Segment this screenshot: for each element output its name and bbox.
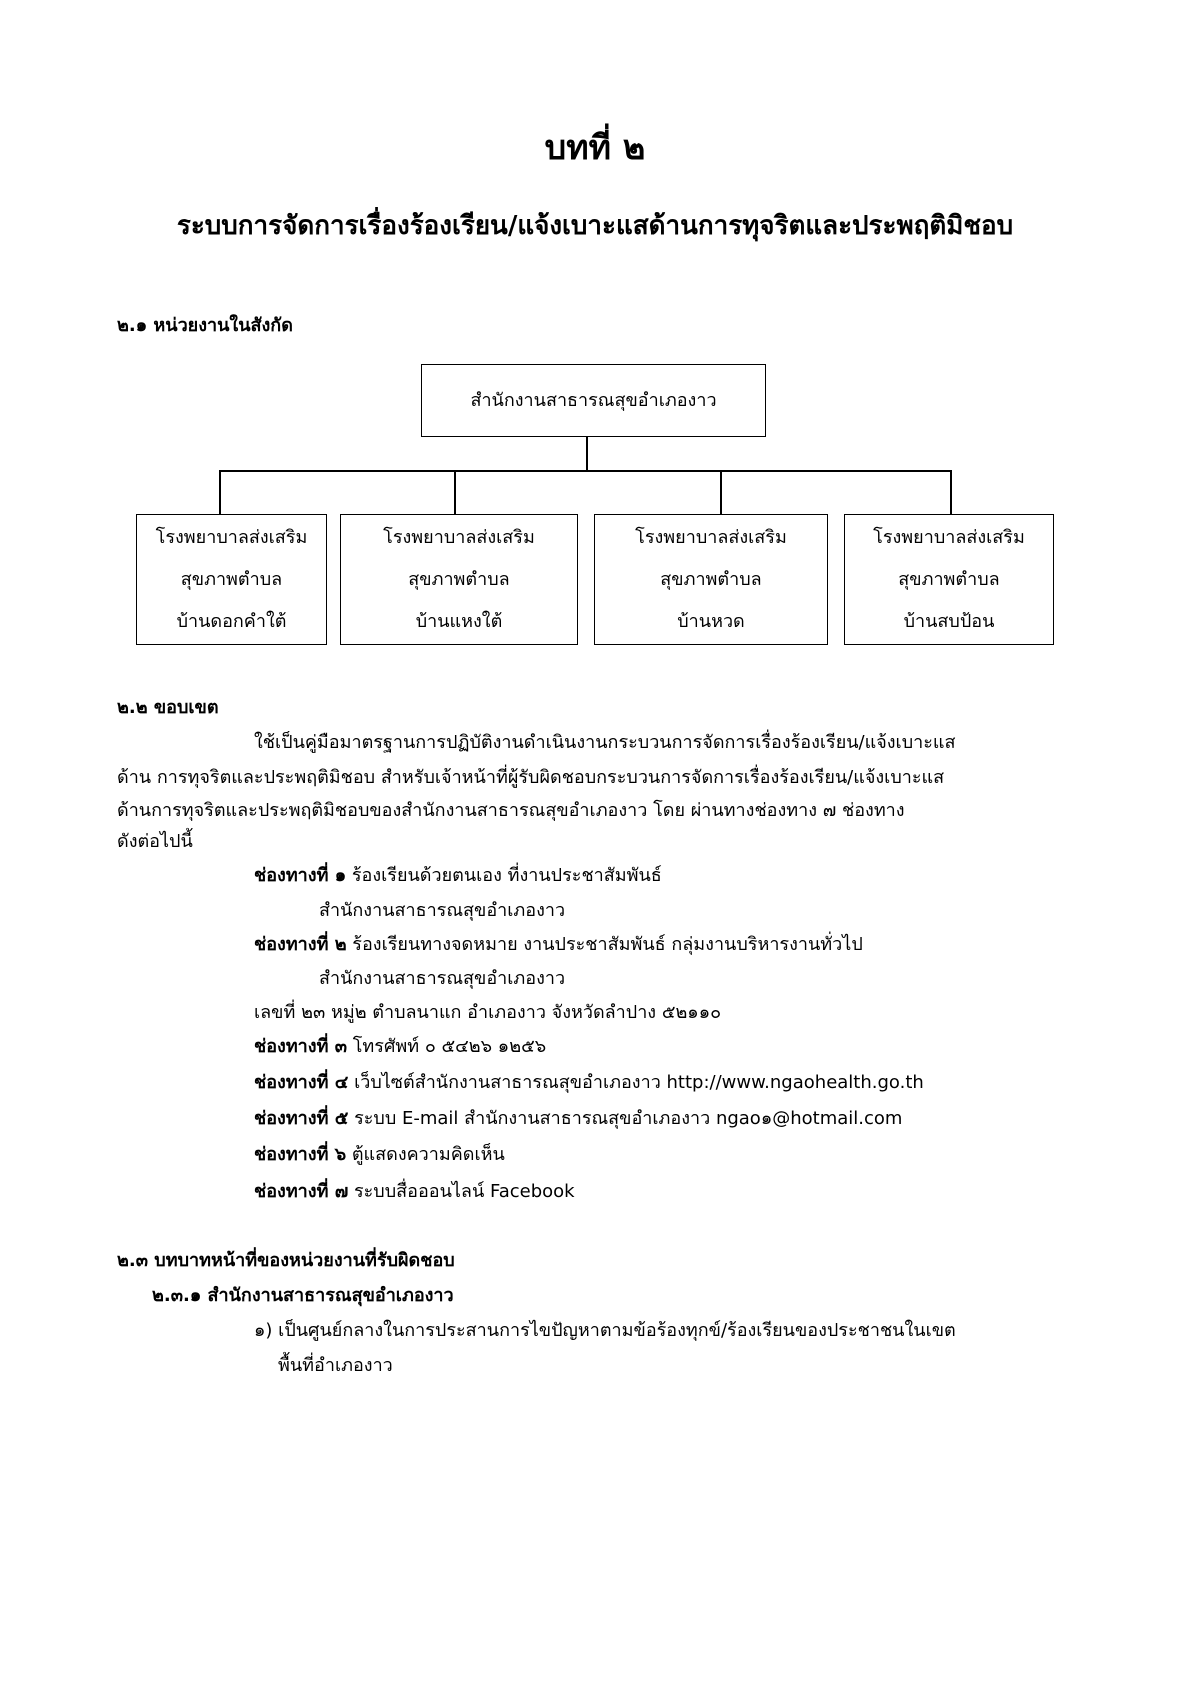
org-child-box bbox=[136, 514, 327, 645]
org-child-line: บ้านสบป้อน bbox=[903, 610, 995, 632]
channel-2 bbox=[254, 929, 863, 958]
paragraph-line: ด้าน การทุจริตและประพฤติมิชอบ สำหรับเจ้าหน้าที่ผู้รับผิดชอบกระบวนการจัดการเรื่องร้องเรียน/แจ้งเบาะแส bbox=[117, 767, 945, 788]
org-child-box bbox=[340, 514, 578, 645]
chapter-title: บทที่ ๒ bbox=[544, 128, 646, 168]
paragraph-line: ดังต่อไปนี้ bbox=[117, 831, 193, 852]
channel-label: ช่องทางที่ ๗ bbox=[254, 1181, 349, 1202]
org-child-line: สุขภาพตำบล bbox=[898, 568, 1000, 590]
channel-label: ช่องทางที่ ๕ bbox=[254, 1108, 349, 1129]
channel-text: ร้องเรียนทางจดหมาย งานประชาสัมพันธ์ กลุ่มงานบริหารงานทั่วไป bbox=[346, 934, 863, 955]
channel-text: เว็บไซต์สำนักงานสาธารณสุขอำเภองาว http://www.ngaohealth.go.th bbox=[348, 1072, 924, 1093]
org-child-line: บ้านดอกคำใต้ bbox=[176, 610, 287, 632]
channel-text: ระบบ E-mail สำนักงานสาธารณสุขอำเภองาว ngao๑@hotmail.com bbox=[348, 1108, 903, 1129]
org-child-line: โรงพยาบาลส่งเสริม bbox=[635, 526, 787, 548]
channel-label: ช่องทางที่ ๔ bbox=[254, 1072, 349, 1093]
channel-text: ระบบสื่อออนไลน์ Facebook bbox=[348, 1181, 575, 1202]
org-root-box bbox=[421, 364, 766, 437]
org-child-box bbox=[844, 514, 1054, 645]
org-child-box bbox=[594, 514, 828, 645]
section-2-2-heading: ๒.๒ ขอบเขต bbox=[117, 697, 219, 718]
channel-label: ช่องทางที่ ๑ bbox=[254, 865, 347, 886]
channel-6 bbox=[254, 1139, 505, 1168]
section-2-3-heading: ๒.๓ บทบาทหน้าที่ของหน่วยงานที่รับผิดชอบ bbox=[117, 1250, 455, 1271]
org-connector-drop bbox=[950, 470, 952, 514]
channel-5 bbox=[254, 1103, 902, 1132]
section-2-3-1-heading: ๒.๓.๑ สำนักงานสาธารณสุขอำเภองาว bbox=[152, 1285, 454, 1306]
org-child-line: สุขภาพตำบล bbox=[180, 568, 283, 590]
channel-label: ช่องทางที่ ๒ bbox=[254, 934, 347, 955]
document-subtitle: ระบบการจัดการเรื่องร้องเรียน/แจ้งเบาะแสด้านการทุจริตและประพฤติมิชอบ bbox=[176, 211, 1014, 241]
channel-4 bbox=[254, 1067, 924, 1096]
channel-label: ช่องทางที่ ๖ bbox=[254, 1144, 347, 1165]
channel-text: ร้องเรียนด้วยตนเอง ที่งานประชาสัมพันธ์ bbox=[346, 865, 662, 886]
duty-item-line: ๑) เป็นศูนย์กลางในการประสานการไขปัญหาตามข้อร้องทุกข์/ร้องเรียนของประชาชนในเขต bbox=[254, 1320, 956, 1341]
org-connector-drop bbox=[720, 470, 722, 514]
channel-text: ตู้แสดงความคิดเห็น bbox=[346, 1144, 505, 1165]
section-2-1-heading: ๒.๑ หน่วยงานในสังกัด bbox=[117, 315, 293, 336]
channel-text: โทรศัพท์ ๐ ๕๔๒๖ ๑๒๕๖ bbox=[347, 1036, 547, 1057]
channel-7 bbox=[254, 1176, 575, 1205]
channel-text: สำนักงานสาธารณสุขอำเภองาว bbox=[319, 968, 566, 989]
org-child-line: โรงพยาบาลส่งเสริม bbox=[873, 526, 1025, 548]
channel-2-continued bbox=[319, 963, 565, 992]
channel-1 bbox=[254, 860, 662, 889]
org-child-line: สุขภาพตำบล bbox=[408, 568, 510, 590]
org-child-line: โรงพยาบาลส่งเสริม bbox=[155, 526, 308, 548]
org-connector-drop bbox=[454, 470, 456, 514]
paragraph-line: ด้านการทุจริตและประพฤติมิชอบของสำนักงานสาธารณสุขอำเภองาว โดย ผ่านทางช่องทาง ๗ ช่องทาง bbox=[117, 800, 905, 821]
paragraph-line: ใช้เป็นคู่มือมาตรฐานการปฏิบัติงานดำเนินงานกระบวนการจัดการเรื่องร้องเรียน/แจ้งเบาะแส bbox=[254, 732, 956, 753]
channel-3 bbox=[254, 1031, 546, 1060]
channel-label: ช่องทางที่ ๓ bbox=[254, 1036, 348, 1057]
duty-item-line: พื้นที่อำเภองาว bbox=[278, 1355, 393, 1376]
org-connector-drop bbox=[219, 470, 221, 514]
org-child-line: สุขภาพตำบล bbox=[660, 568, 762, 590]
channel-1-continued bbox=[319, 895, 565, 924]
org-connector-horizontal bbox=[219, 470, 951, 472]
org-connector-vertical bbox=[586, 437, 588, 470]
org-root-label: สำนักงานสาธารณสุขอำเภองาว bbox=[470, 389, 717, 411]
org-child-line: บ้านแหงใต้ bbox=[415, 610, 503, 632]
channel-2-address bbox=[254, 997, 721, 1026]
org-child-line: บ้านหวด bbox=[677, 610, 745, 632]
org-child-line: โรงพยาบาลส่งเสริม bbox=[383, 526, 535, 548]
channel-text: เลขที่ ๒๓ หมู่๒ ตำบลนาแก อำเภองาว จังหวัดลำปาง ๕๒๑๑๐ bbox=[254, 1002, 722, 1023]
channel-text: สำนักงานสาธารณสุขอำเภองาว bbox=[319, 900, 566, 921]
